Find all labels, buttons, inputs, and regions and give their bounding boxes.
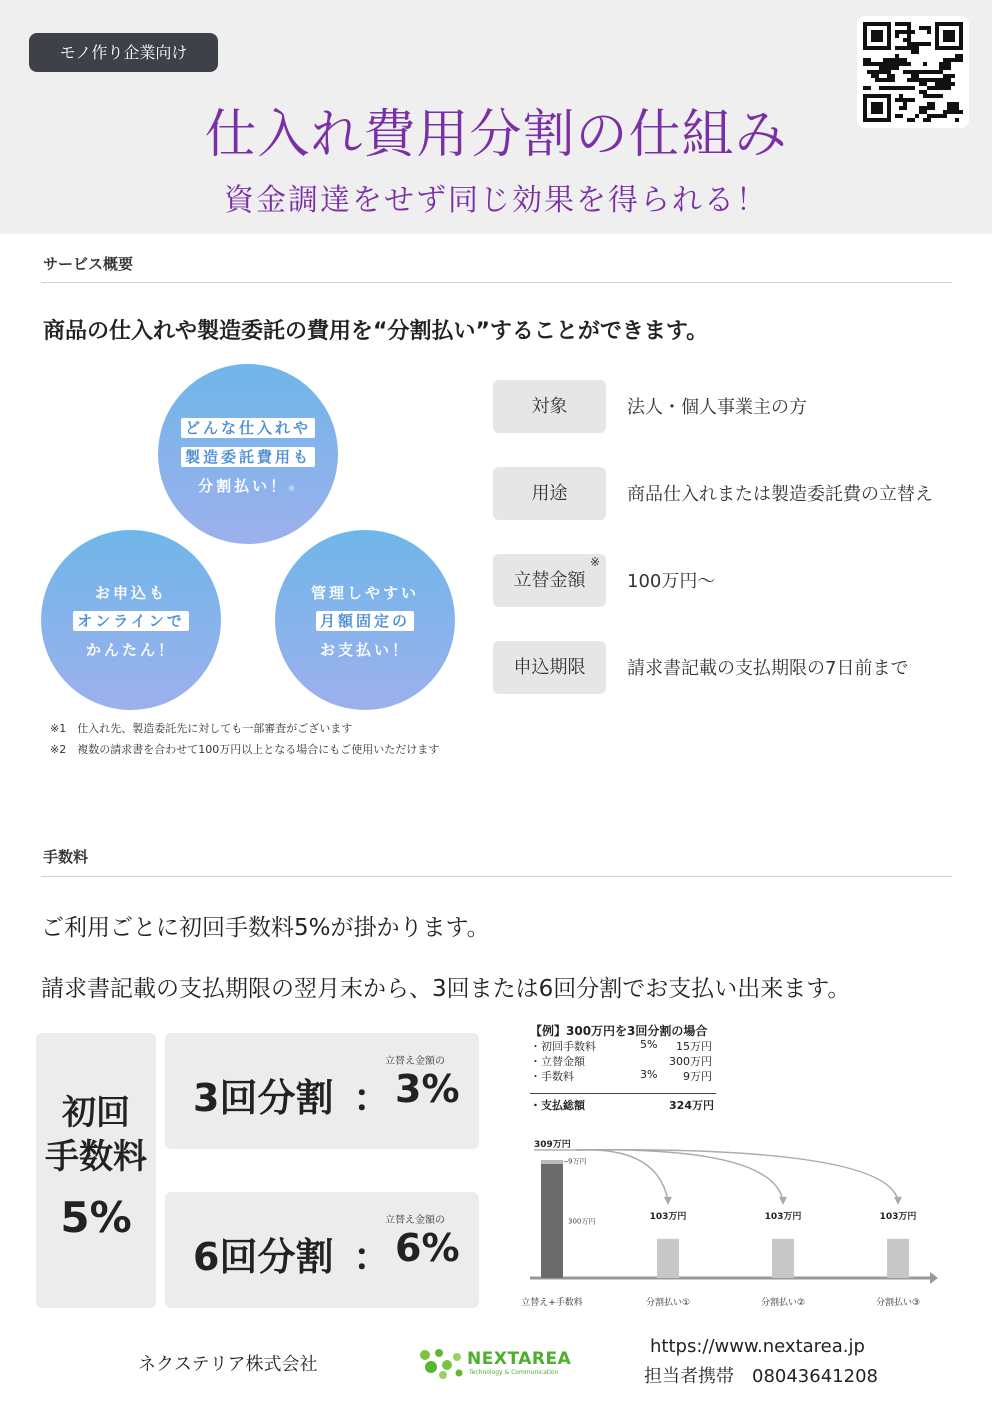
example-total-rule — [530, 1093, 716, 1094]
bar-2 — [657, 1239, 679, 1278]
feature-circle-1 — [158, 364, 338, 544]
bar-top-label: 309万円 — [534, 1140, 571, 1150]
initial-fee-label-1: 初回 — [62, 1093, 130, 1133]
row-value-usage: 商品仕入れまたは製造委託費の立替え — [627, 484, 933, 505]
plan-6-rate: 6% — [395, 1226, 460, 1270]
installment-label: 103万円 — [649, 1211, 687, 1222]
logo-subtext: Technology & Communication — [469, 1369, 559, 1376]
bar-1 — [541, 1164, 563, 1278]
installment-label: 103万円 — [764, 1211, 802, 1222]
footnote-1: ※1 仕入れ先、製造委託先に対しても一部審査がございます — [50, 722, 353, 735]
flow-arrow-2 — [576, 1150, 783, 1201]
x-tick-label: 分割払い② — [760, 1298, 806, 1308]
footnote-2: ※2 複数の請求書を合わせて100万円以上となる場合にもご使用いただけます — [50, 743, 440, 756]
plan-3-label: 3回分割 — [193, 1076, 334, 1120]
row-label-usage: 用途 — [493, 467, 606, 520]
circle-2-line-3: かんたん！ — [85, 641, 176, 659]
fee-line-2: 請求書記載の支払期限の翌月末から、3回または6回分割でお支払い出来ます。 — [41, 976, 851, 1002]
bar-3 — [772, 1239, 794, 1278]
amount-note-mark: ※ — [590, 555, 601, 569]
logo-mark-icon — [417, 1345, 467, 1381]
example-item-1-amount: 15万円 — [676, 1040, 712, 1053]
fee-section-label: 手数料 — [43, 848, 89, 866]
example-item-2-label: ・立替金額 — [530, 1055, 585, 1068]
circle-2-line-1: お申込も — [94, 584, 167, 602]
flow-arrow-1 — [576, 1150, 668, 1201]
row-value-target: 法人・個人事業主の方 — [627, 397, 807, 418]
website-link[interactable]: https://www.nextarea.jp — [650, 1336, 865, 1357]
flow-arrow-3 — [576, 1150, 898, 1201]
circle-1-line-3: 分割払い！※ — [198, 477, 298, 495]
logo-text: NEXTAREA — [467, 1349, 572, 1369]
installment-label: 103万円 — [879, 1211, 917, 1222]
circle-3-line-2: 月額固定の — [275, 610, 455, 631]
company-name: ネクステリア株式会社 — [138, 1354, 318, 1375]
x-tick-label: 立替え+手数料 — [521, 1298, 583, 1308]
row-value-deadline: 請求書記載の支払期限の7日前まで — [627, 658, 909, 679]
principal-label: 300万円 — [568, 1217, 596, 1226]
page-title: 仕入れ費用分割の仕組み — [204, 105, 788, 165]
circle-1-line-2: 製造委託費用も — [158, 446, 338, 467]
fee-line-1: ご利用ごとに初回手数料5%が掛かります。 — [41, 915, 490, 941]
circle-3-line-1: 管理しやすい — [310, 584, 419, 602]
bar-fee-1 — [541, 1160, 563, 1164]
plan-3-sep: ： — [353, 1076, 392, 1120]
circle-2-line-2: オンラインで — [41, 610, 221, 631]
x-tick-label: 分割払い③ — [875, 1298, 921, 1308]
example-chart — [500, 1130, 950, 1315]
divider — [41, 876, 952, 877]
target-tag: モノ作り企業向け — [29, 33, 218, 72]
circle-1-line-1: どんな仕入れや — [158, 417, 338, 438]
fee-label: 9万円 — [568, 1157, 587, 1166]
plan-6-box — [165, 1192, 479, 1308]
example-item-3-rate: 3% — [640, 1068, 658, 1081]
x-axis-arrow — [930, 1272, 938, 1284]
initial-fee-box — [36, 1033, 156, 1308]
flow-arrowhead-1 — [664, 1197, 672, 1205]
service-lead: 商品の仕入れや製造委託の費用を“分割払い”することができます。 — [43, 319, 709, 344]
plan-6-note: 立替え金額の — [385, 1215, 445, 1226]
feature-circle-2 — [41, 530, 221, 710]
contact-phone: 担当者携帯 08043641208 — [644, 1366, 878, 1387]
plan-3-rate: 3% — [395, 1067, 460, 1111]
feature-circle-3 — [275, 530, 455, 710]
page-subtitle: 資金調達をせず同じ効果を得られる！ — [224, 183, 768, 218]
example-item-3-amount: 9万円 — [683, 1070, 712, 1083]
service-section-label: サービス概要 — [43, 255, 134, 273]
x-tick-label: 分割払い① — [645, 1298, 691, 1308]
flow-arrowhead-2 — [779, 1197, 787, 1205]
row-label-amount: 立替金額 — [493, 554, 606, 607]
initial-fee-label-2: 手数料 — [45, 1137, 147, 1177]
example-item-3-label: ・手数料 — [530, 1070, 574, 1083]
row-label-deadline: 申込期限 — [493, 641, 606, 694]
plan-3-box — [165, 1033, 479, 1149]
example-item-1-rate: 5% — [640, 1038, 658, 1051]
example-item-1-label: ・初回手数料 — [530, 1040, 596, 1053]
example-total-label: ・支払総額 — [530, 1099, 585, 1112]
bar-4 — [887, 1239, 909, 1278]
row-label-target: 対象 — [493, 380, 606, 433]
circle-3-line-3: お支払い！ — [319, 641, 410, 659]
divider — [41, 282, 952, 283]
row-value-amount: 100万円〜 — [627, 571, 716, 592]
plan-6-label: 6回分割 — [193, 1235, 334, 1279]
flow-arrowhead-3 — [894, 1197, 902, 1205]
initial-fee-rate: 5% — [60, 1193, 132, 1242]
plan-3-note: 立替え金額の — [385, 1056, 445, 1067]
plan-6-sep: ： — [353, 1235, 392, 1279]
example-item-2-amount: 300万円 — [669, 1055, 712, 1068]
example-title: 【例】300万円を3回分割の場合 — [530, 1024, 708, 1038]
example-total-amount: 324万円 — [669, 1099, 714, 1112]
company-logo — [417, 1345, 577, 1383]
